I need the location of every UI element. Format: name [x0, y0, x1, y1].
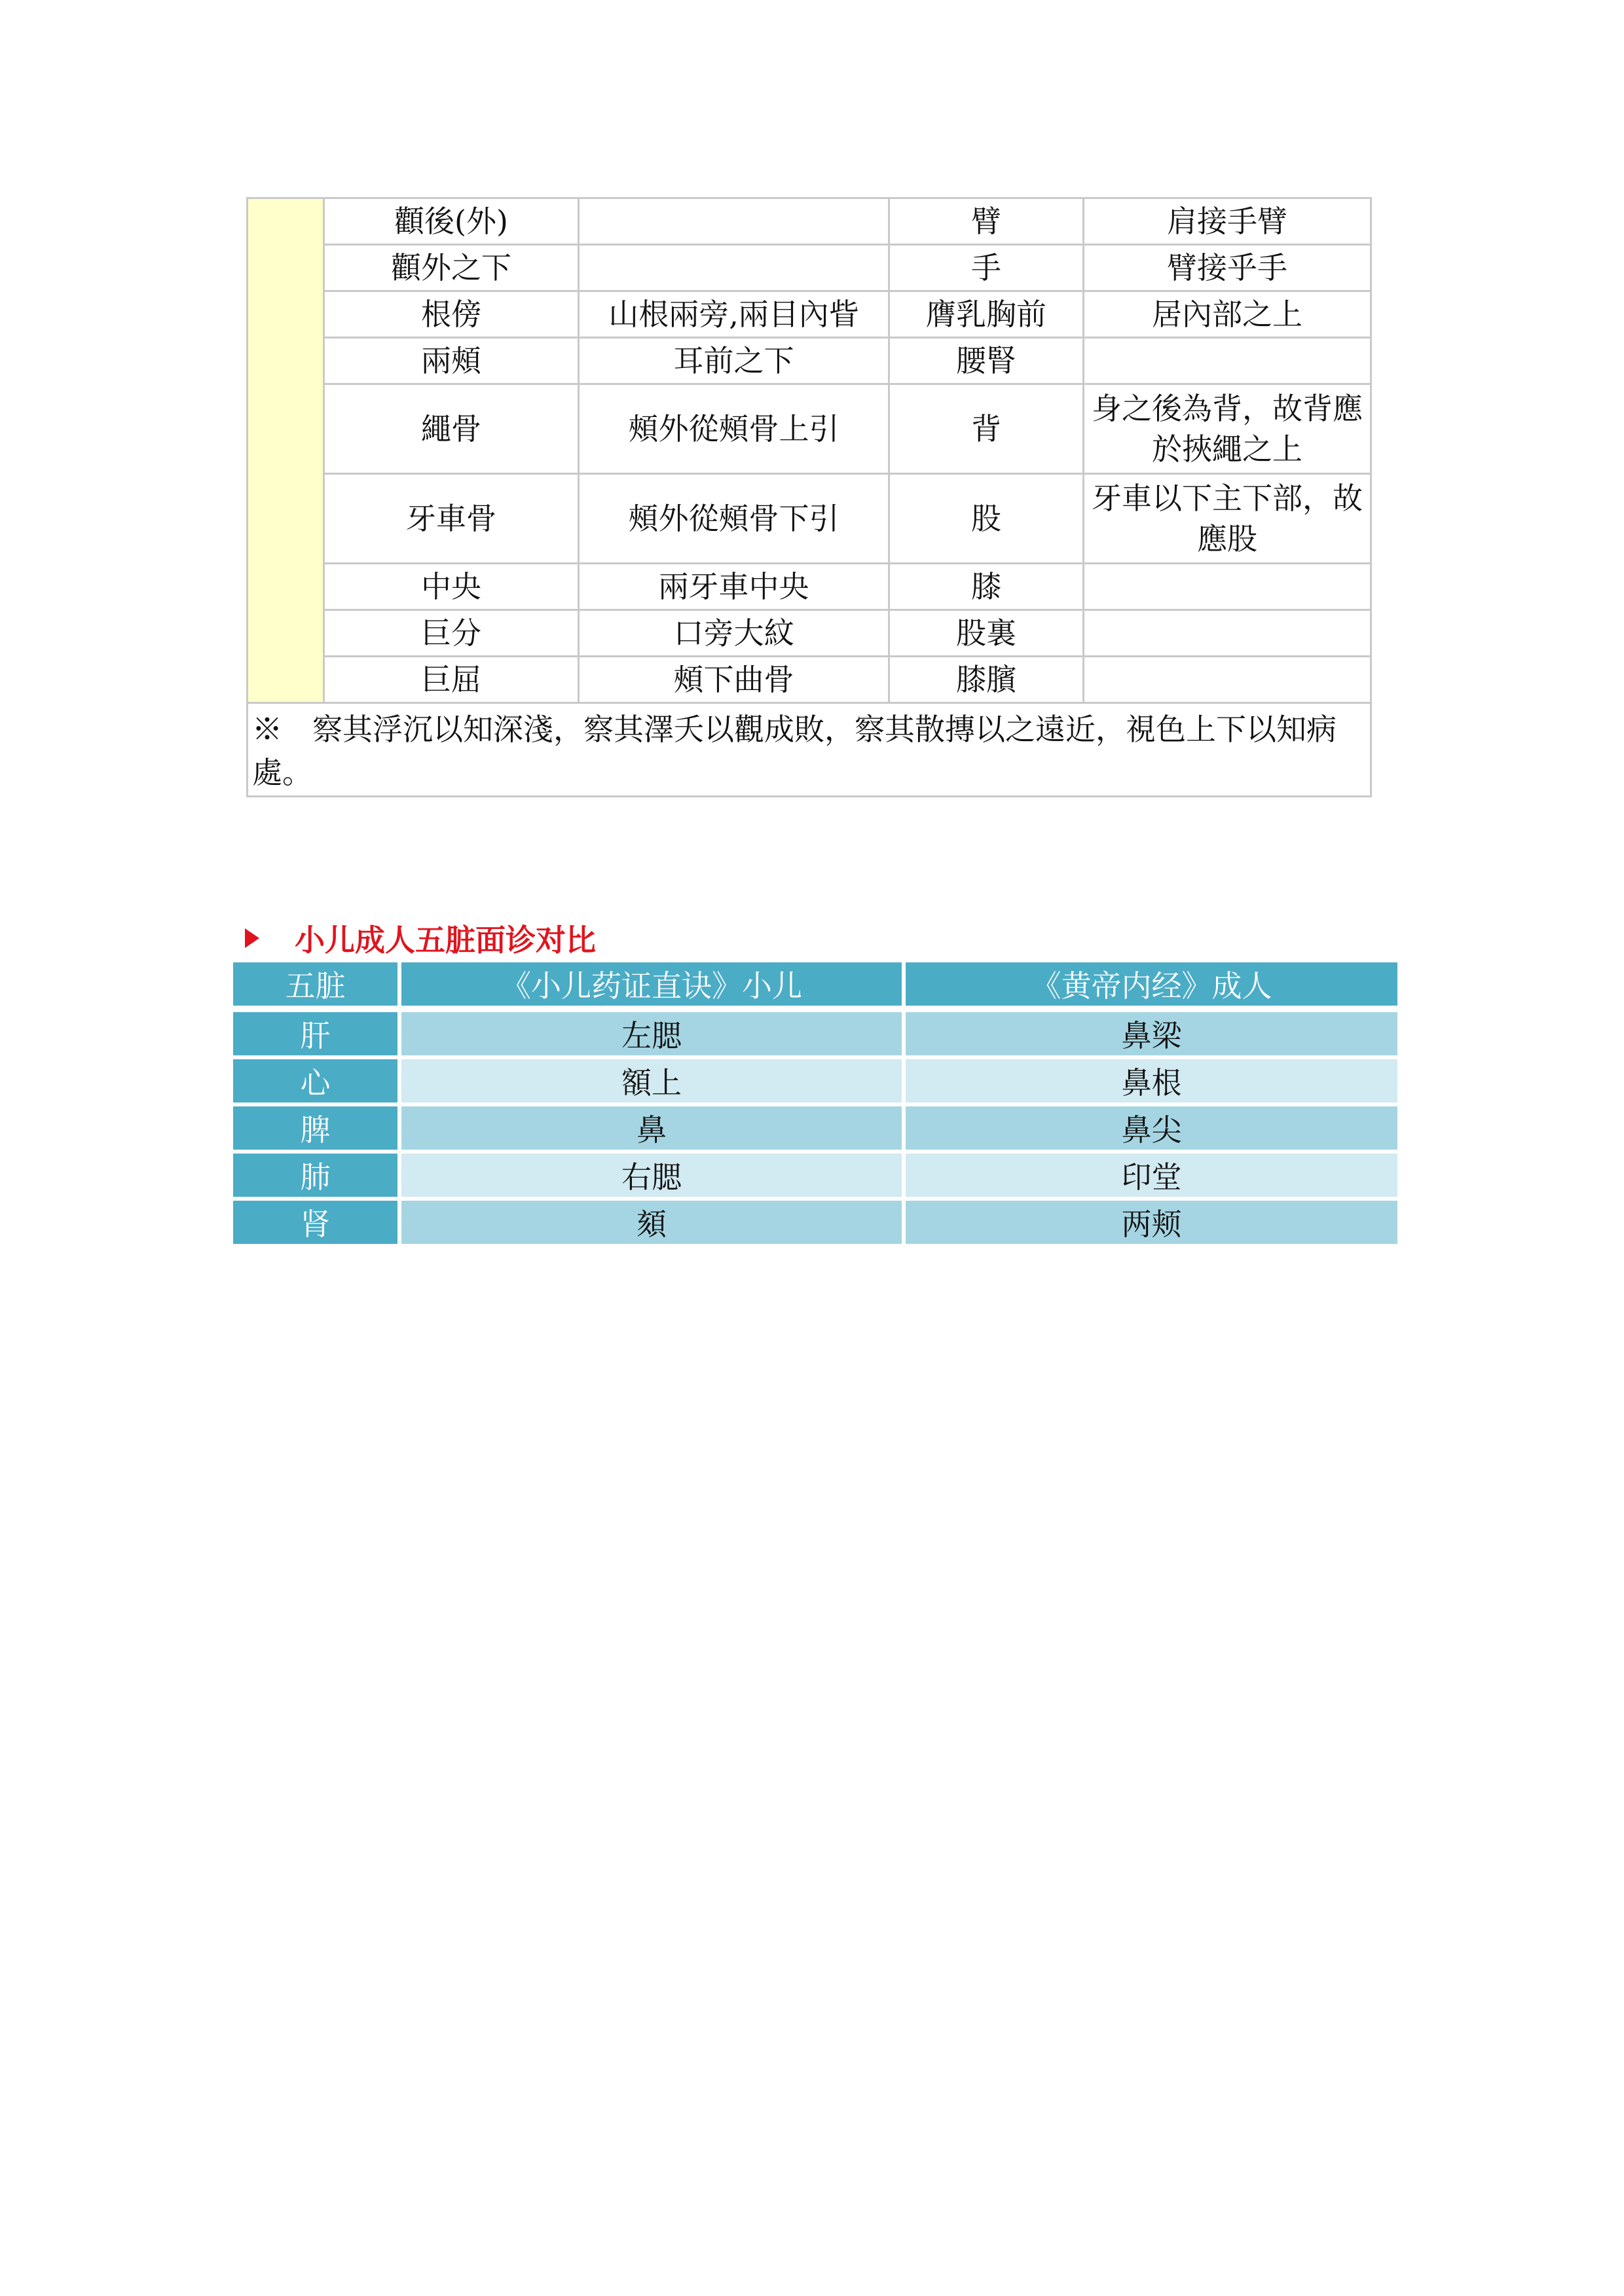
table-cell: 膺乳胸前: [889, 291, 1084, 338]
column-header: 《黄帝内经》成人: [906, 962, 1397, 1006]
table-cell: 两颊: [906, 1201, 1397, 1248]
table-cell: 印堂: [906, 1154, 1397, 1201]
table-row: [248, 338, 1371, 384]
header-spacer: [233, 1006, 1397, 1012]
face-body-mapping-table: [246, 197, 1372, 797]
table-cell: [1084, 610, 1371, 657]
table-row: [233, 1154, 1397, 1201]
table-cell: 額上: [401, 1059, 906, 1106]
table-cell: 牙車以下主下部，故應股: [1084, 474, 1371, 564]
table-cell: 膝臏: [889, 657, 1084, 703]
table-cell: 鼻: [401, 1106, 906, 1154]
table-row: [233, 1106, 1397, 1154]
table-cell: 股: [889, 474, 1084, 564]
table-cell: 背: [889, 384, 1084, 474]
table-cell: 身之後為背，故背應於挾繩之上: [1084, 384, 1371, 474]
section-heading: [245, 915, 596, 961]
table-row: [248, 291, 1371, 338]
highlight-cell: [248, 198, 324, 703]
table-cell: 臂: [889, 198, 1084, 245]
table-cell: 居內部之上: [1084, 291, 1371, 338]
table-footnote: ※ 察其浮沉以知深淺，察其澤夭以觀成敗，察其散摶以之遠近，視色上下以知病處。: [248, 703, 1371, 797]
table-cell: 頰外從頰骨上引: [579, 384, 889, 474]
table-cell: 股裏: [889, 610, 1084, 657]
table-cell: 繩骨: [324, 384, 579, 474]
table-cell: 頰外從頰骨下引: [579, 474, 889, 564]
table-cell: 肩接手臂: [1084, 198, 1371, 245]
table-cell: 兩牙車中央: [579, 564, 889, 610]
section-title: 小儿成人五脏面诊对比: [295, 922, 596, 958]
table-cell: 根傍: [324, 291, 579, 338]
table-row: [248, 564, 1371, 610]
table-cell: 兩頰: [324, 338, 579, 384]
table-cell: 巨屈: [324, 657, 579, 703]
table-cell: 山根兩旁,兩目內眥: [579, 291, 889, 338]
table-cell: 膝: [889, 564, 1084, 610]
table-cell: 手: [889, 245, 1084, 291]
table-row: [248, 245, 1371, 291]
organ-cell: 肾: [233, 1201, 401, 1248]
table-row: [233, 1201, 1397, 1248]
table-cell: 顴後(外): [324, 198, 579, 245]
table-cell: 巨分: [324, 610, 579, 657]
table-cell: 鼻尖: [906, 1106, 1397, 1154]
table-cell: 腰腎: [889, 338, 1084, 384]
table-cell: 中央: [324, 564, 579, 610]
table-cell: 頦: [401, 1201, 906, 1248]
table-header-row: [233, 962, 1397, 1006]
organ-cell: 脾: [233, 1106, 401, 1154]
table-cell: 鼻根: [906, 1059, 1397, 1106]
table-row: [248, 474, 1371, 564]
table-cell: 頰下曲骨: [579, 657, 889, 703]
table-cell: [1084, 564, 1371, 610]
organ-cell: 肝: [233, 1012, 401, 1059]
table-cell: 右腮: [401, 1154, 906, 1201]
five-organs-comparison-table: [233, 962, 1397, 1248]
table-row: [233, 1059, 1397, 1106]
organ-cell: 肺: [233, 1154, 401, 1201]
column-header: 《小儿药证直诀》小儿: [401, 962, 906, 1006]
table-row: [248, 384, 1371, 474]
table-cell: 耳前之下: [579, 338, 889, 384]
table-row: [248, 610, 1371, 657]
table-cell: [579, 245, 889, 291]
table-cell: 口旁大紋: [579, 610, 889, 657]
table-row: [233, 1012, 1397, 1059]
table-note-row: [248, 703, 1371, 797]
arrow-bullet-icon: [245, 928, 259, 948]
organ-cell: 心: [233, 1059, 401, 1106]
table-cell: 鼻梁: [906, 1012, 1397, 1059]
table-cell: 臂接乎手: [1084, 245, 1371, 291]
table-cell: [579, 198, 889, 245]
table-cell: [1084, 657, 1371, 703]
table-row: [248, 657, 1371, 703]
column-header: 五脏: [233, 962, 401, 1006]
table-cell: 顴外之下: [324, 245, 579, 291]
table-cell: [1084, 338, 1371, 384]
table-row: [248, 198, 1371, 245]
table-cell: 左腮: [401, 1012, 906, 1059]
table-cell: 牙車骨: [324, 474, 579, 564]
